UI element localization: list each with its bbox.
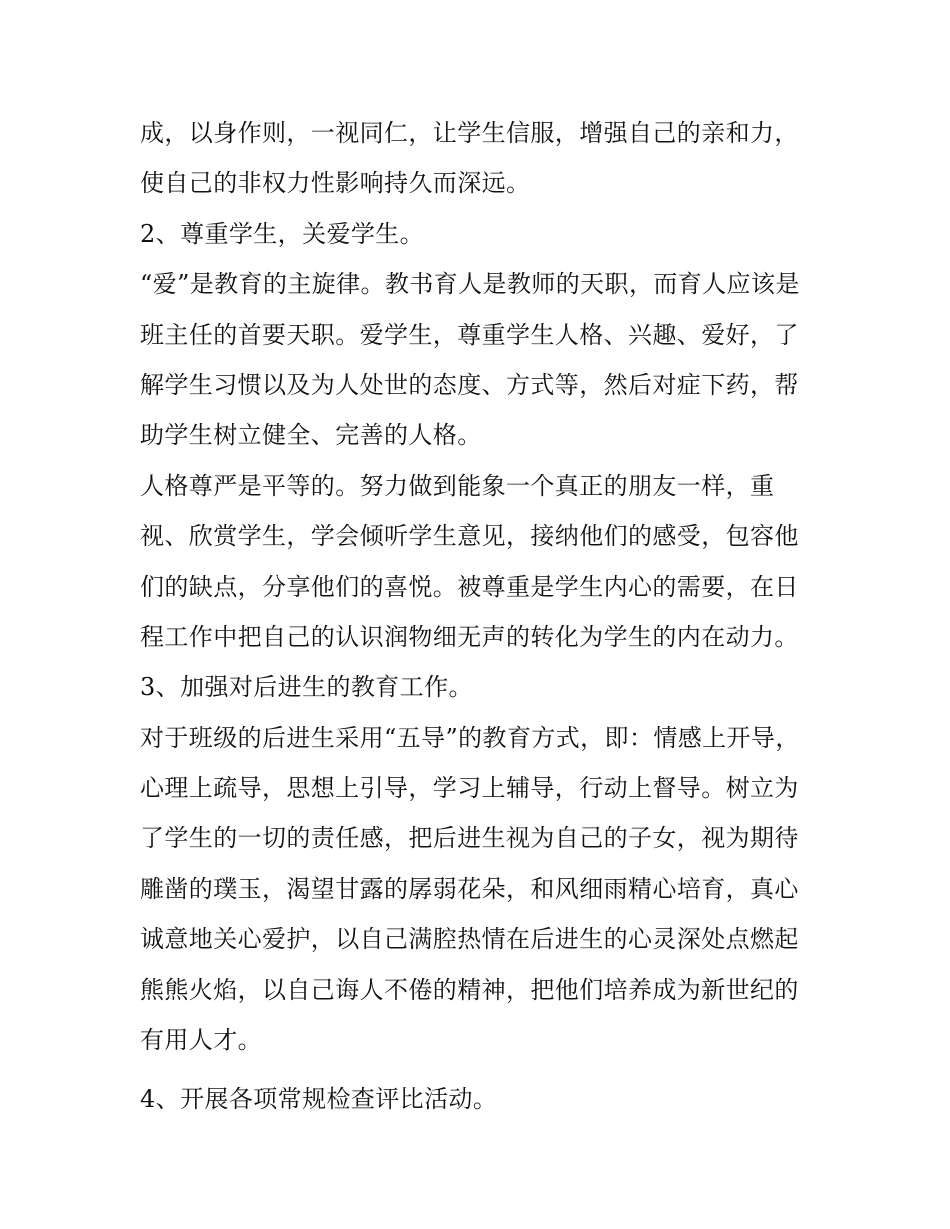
section-heading: 4、开展各项常规检查评比活动。	[140, 1085, 498, 1114]
text-line: 助学生树立健全、完善的人格。	[140, 421, 482, 450]
text-line: 成，以身作则，一视同仁，让学生信服，增强自己的亲和力，	[140, 119, 799, 147]
text-line: 雕凿的璞玉，渴望甘露的孱弱花朵，和风细雨精心培育，真心	[140, 874, 799, 903]
text-line: 视、欣赏学生，学会倾听学生意见，接纳他们的感受，包容他	[140, 522, 799, 551]
section-heading: 3、加强对后进生的教育工作。	[140, 673, 473, 702]
text-line: 了学生的一切的责任感，把后进生视为自己的子女，视为期待	[140, 824, 799, 853]
text-line: 心理上疏导，思想上引导，学习上辅导，行动上督导。树立为	[140, 774, 799, 803]
text-line: 程工作中把自己的认识润物细无声的转化为学生的内在动力。	[140, 622, 799, 651]
text-line: “爱”是教育的主旋律。教书育人是教师的天职，而育人应该是	[140, 270, 800, 299]
text-line: 熊熊火焰，以自己诲人不倦的精神，把他们培养成为新世纪的	[140, 975, 799, 1004]
text-line: 使自己的非权力性影响持久而深远。	[140, 169, 531, 198]
text-line: 解学生习惯以及为人处世的态度、方式等，然后对症下药，帮	[140, 370, 799, 399]
text-line: 对于班级的后进生采用“五导”的教育方式，即：情感上开导，	[140, 723, 800, 752]
text-line: 人格尊严是平等的。努力做到能象一个真正的朋友一样，重	[140, 471, 775, 500]
section-heading: 2、尊重学生，关爱学生。	[140, 219, 425, 248]
text-line: 诚意地关心爱护，以自己满腔热情在后进生的心灵深处点燃起	[140, 925, 799, 954]
text-line: 班主任的首要天职。爱学生，尊重学生人格、兴趣、爱好，了	[140, 320, 799, 349]
document-body	[140, 108, 830, 1125]
text-line: 们的缺点，分享他们的喜悦。被尊重是学生内心的需要，在日	[140, 572, 799, 601]
text-line: 有用人才。	[140, 1026, 262, 1055]
